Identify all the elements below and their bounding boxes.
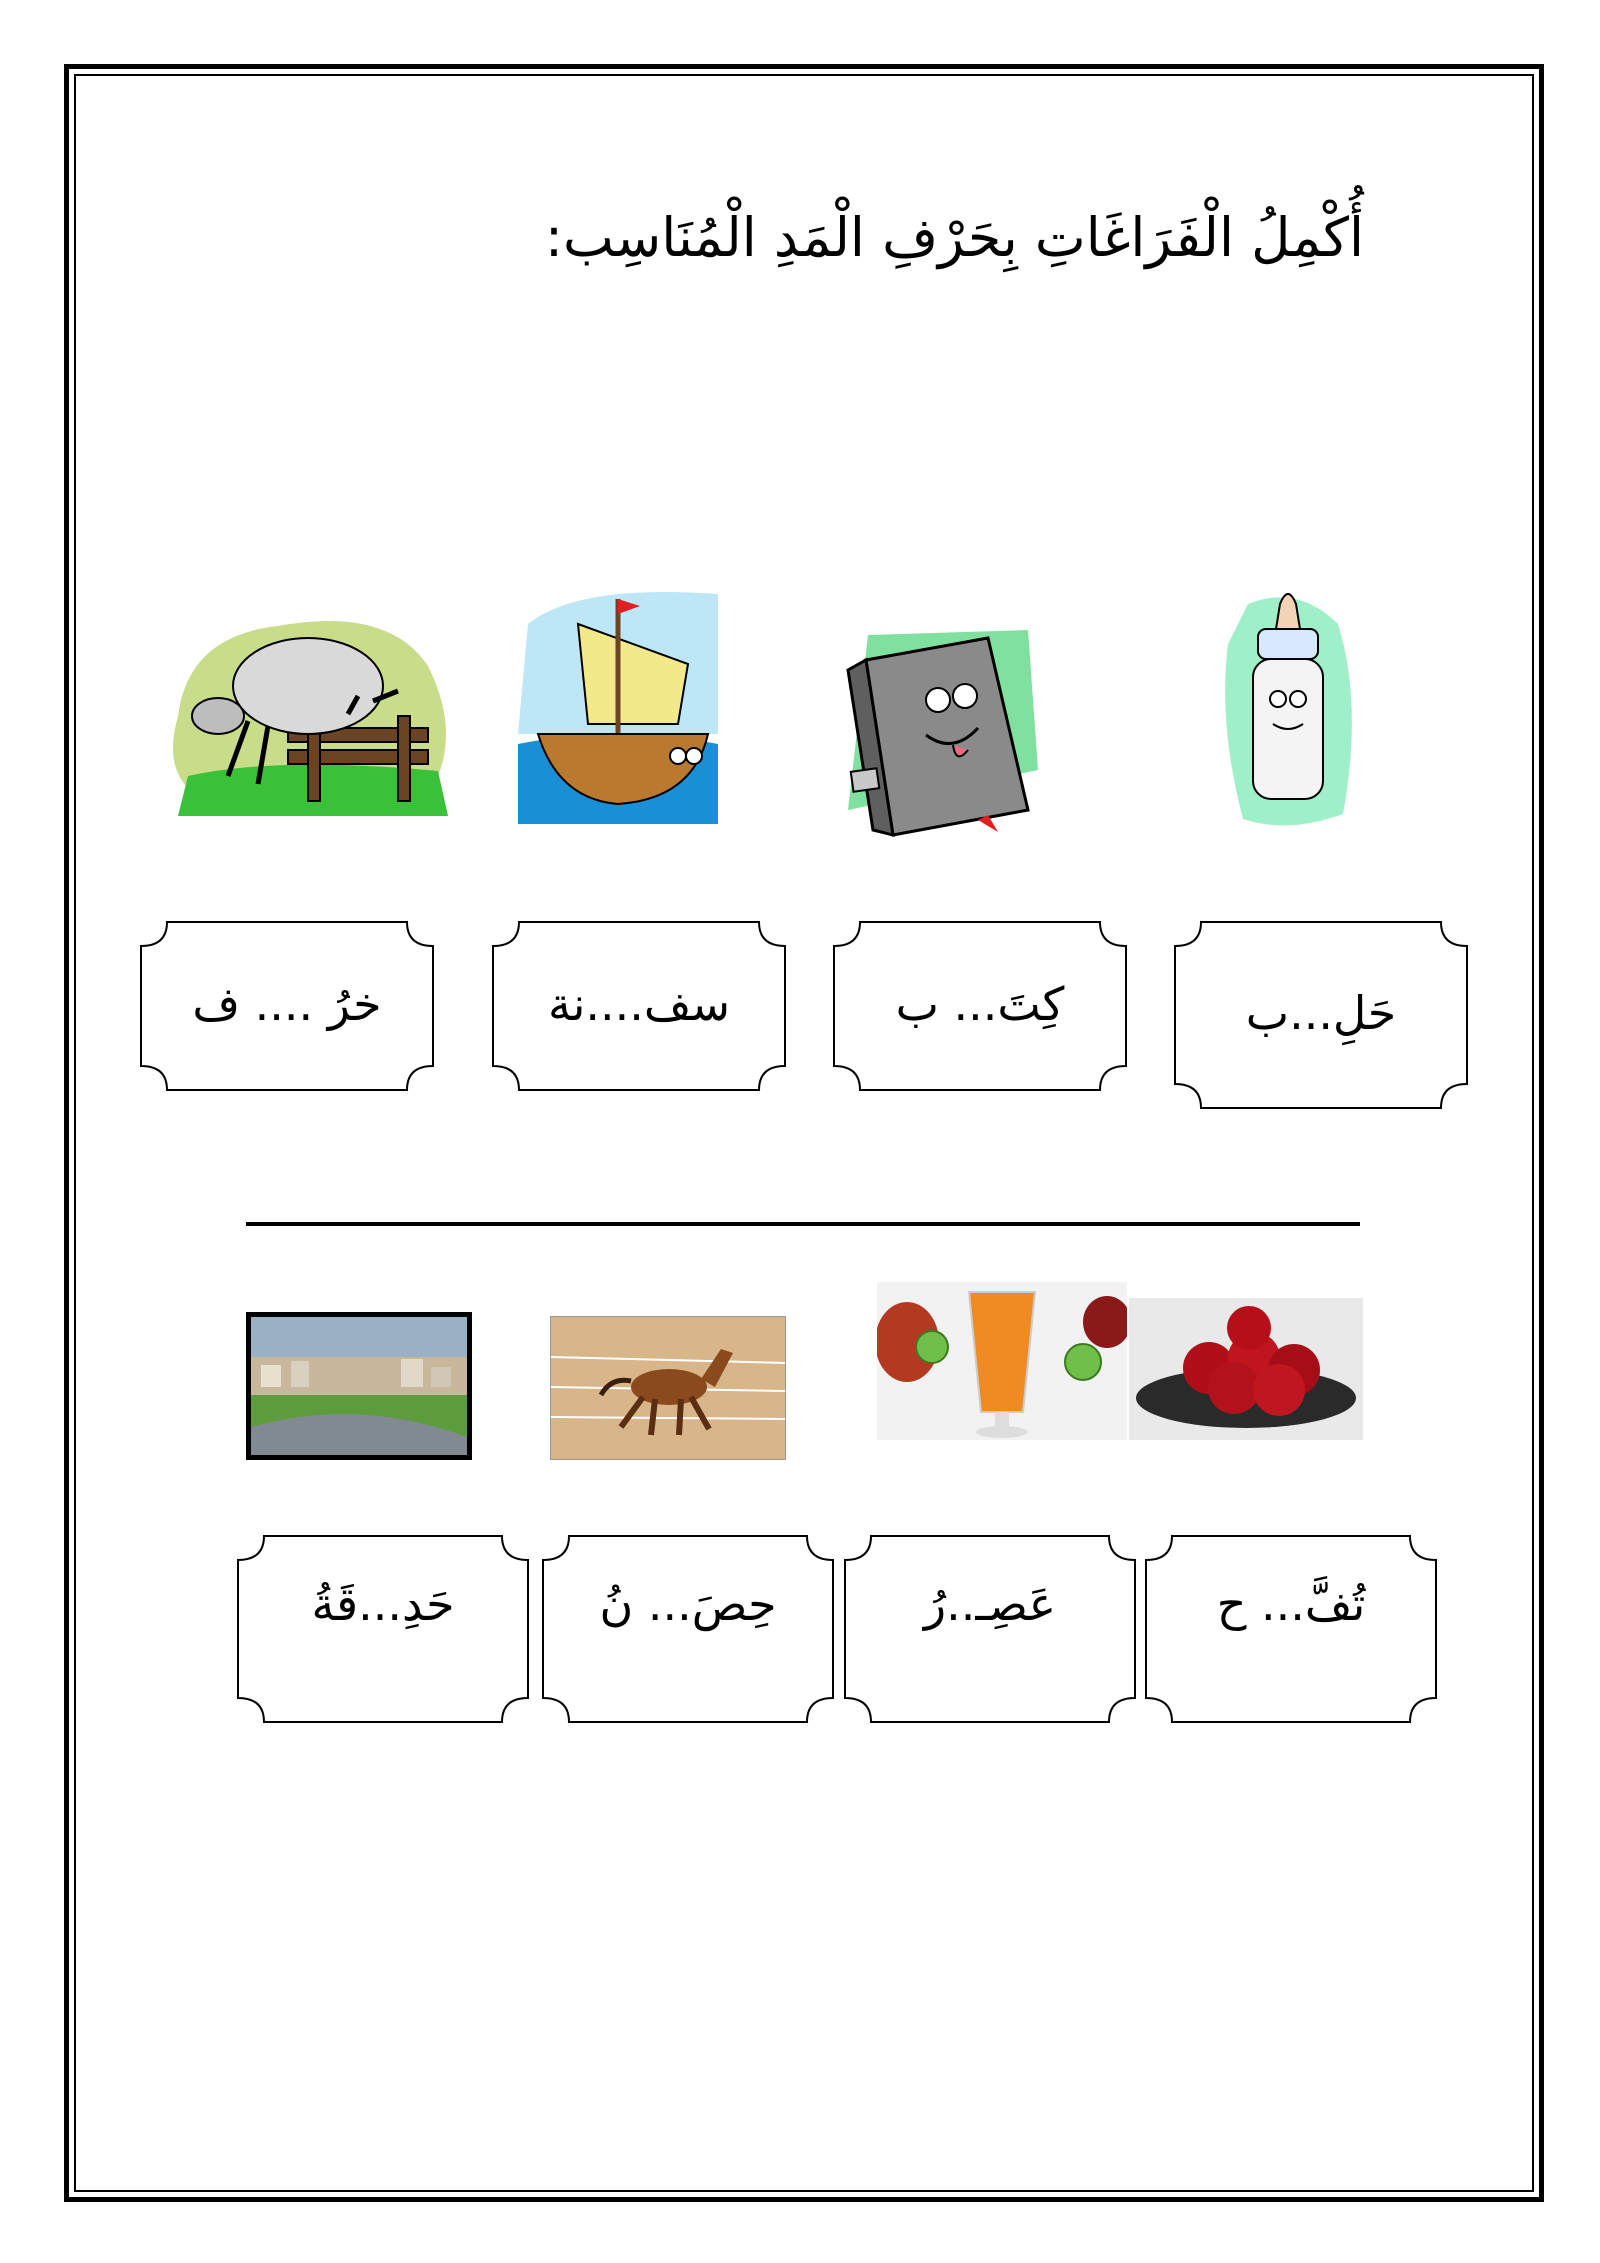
apples-bowl-photo <box>1129 1298 1363 1440</box>
horse-photo <box>550 1316 786 1460</box>
word-card-hadiqa <box>236 1534 530 1724</box>
word-blank[interactable]: حِصَ... نُ <box>599 1577 777 1632</box>
word-blank[interactable]: خرُ .... ف <box>192 976 382 1031</box>
word-card-safina <box>491 920 787 1092</box>
book-illustration <box>838 620 1038 838</box>
word-card-hisan <box>541 1534 835 1724</box>
word-blank[interactable]: حَدِ...قَةُ <box>311 1577 455 1632</box>
ship-illustration <box>518 584 718 824</box>
sheep-illustration <box>158 606 454 826</box>
page-border-inner <box>74 74 1534 2192</box>
word-blank[interactable]: عَصِـ..رُ <box>923 1577 1057 1632</box>
word-blank[interactable]: كِتَ... ب <box>895 976 1065 1031</box>
baby-bottle-illustration <box>1218 584 1358 834</box>
juice-glass-photo <box>877 1282 1127 1440</box>
section-divider <box>246 1222 1360 1226</box>
word-card-halib <box>1173 920 1469 1110</box>
word-blank[interactable]: سف....نة <box>547 976 731 1031</box>
word-blank[interactable]: حَلِ...ب <box>1245 985 1397 1040</box>
city-park-photo <box>246 1312 472 1460</box>
word-blank[interactable]: تُفَّ... ح <box>1216 1577 1366 1632</box>
word-card-tuffah <box>1144 1534 1438 1724</box>
word-card-kitab <box>832 920 1128 1092</box>
worksheet-title: أُكْمِلُ الْفَرَاغَاتِ بِحَرْفِ الْمَدِ الْمُنَاسِب: <box>544 206 1364 269</box>
word-card-kharuf <box>139 920 435 1092</box>
word-card-asir <box>843 1534 1137 1724</box>
